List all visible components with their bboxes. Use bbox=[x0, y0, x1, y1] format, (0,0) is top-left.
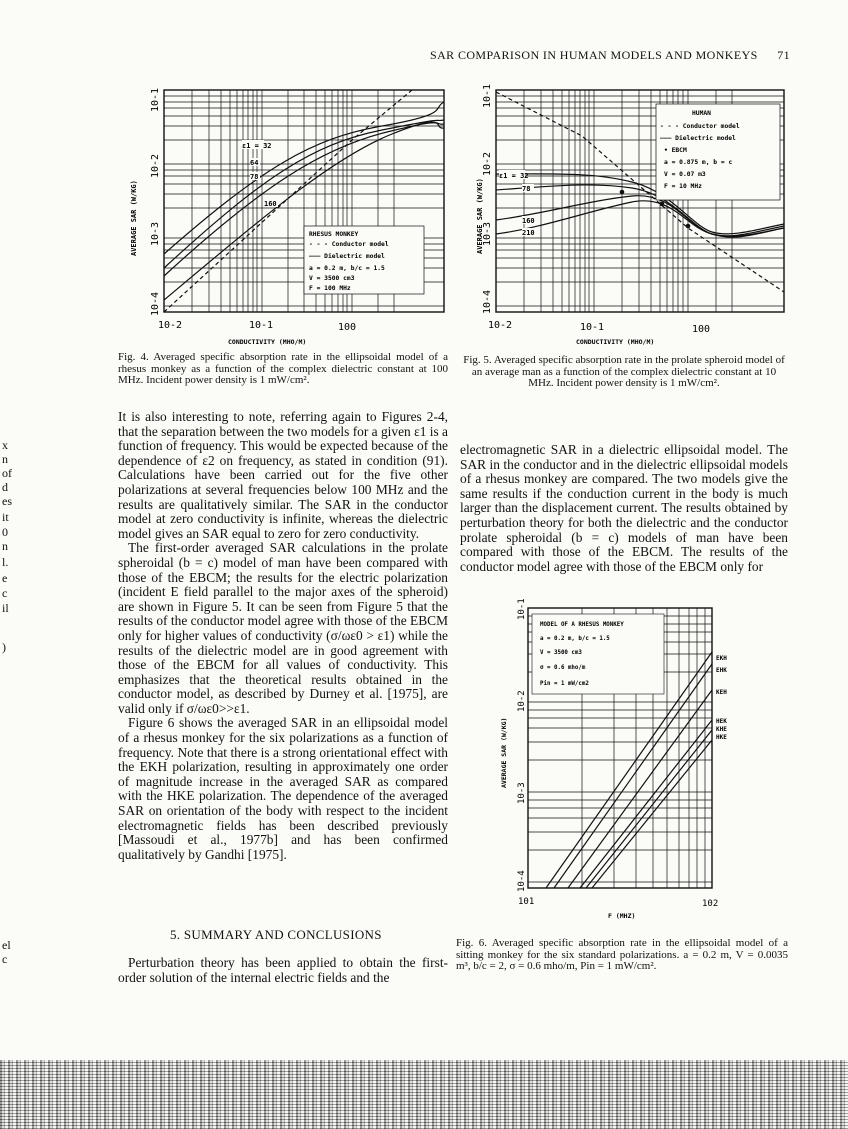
fig5-curve-label: ε1 = 32 bbox=[499, 172, 529, 180]
fig4-x-tick: 100 bbox=[338, 322, 357, 333]
fig6-x-axis-label: F (MHZ) bbox=[608, 912, 636, 920]
edge-fragment: ) bbox=[2, 640, 6, 654]
fig5-ebcm-point bbox=[620, 190, 625, 195]
fig6-caption bbox=[456, 938, 788, 973]
fig6-line-label: HKE bbox=[716, 734, 727, 741]
edge-fragment: d bbox=[2, 480, 8, 494]
edge-fragment: l. bbox=[2, 555, 9, 569]
fig6-line-ehk bbox=[554, 664, 712, 888]
fig5-legend-params: a = 0.875 m, b = c bbox=[664, 159, 733, 166]
fig6-legend-volume: V = 3500 cm3 bbox=[540, 650, 582, 656]
fig5-curve-label: 210 bbox=[522, 229, 535, 237]
fig6-x-tick: 101 bbox=[518, 897, 535, 907]
fig5-caption-label: Fig. 5. bbox=[463, 354, 492, 366]
fig4-legend-title: RHESUS MONKEY bbox=[309, 231, 359, 238]
running-title: SAR COMPARISON IN HUMAN MODELS AND MONKEYS bbox=[430, 48, 758, 62]
fig5-ebcm-point bbox=[686, 224, 691, 229]
fig5-curve-label: 78 bbox=[522, 185, 531, 193]
fig6-line-label: HEK bbox=[716, 718, 727, 725]
fig4-curve-label: 78 bbox=[250, 173, 259, 181]
edge-fragment: x bbox=[2, 438, 8, 452]
fig5-x-tick: 10-1 bbox=[580, 322, 605, 333]
fig6-legend-params: a = 0.2 m, b/c = 1.5 bbox=[540, 636, 610, 642]
fig5-legend-title: HUMAN bbox=[692, 110, 711, 117]
fig4-legend-conductor: - - - Conductor model bbox=[309, 241, 389, 248]
fig4-legend-volume: V = 3500 cm3 bbox=[309, 275, 355, 282]
fig4-legend-dielectric: ——— Dielectric model bbox=[309, 253, 385, 260]
fig5-x-tick: 10-2 bbox=[488, 320, 513, 331]
left-paragraph-3: Figure 6 shows the averaged SAR in an ellipsoidal model of a rhesus monkey for the six polarizations as a function of frequency. Note that there is a strong orientational effect with the EKH polarization, resulting in approximately one order of magnitude increase in the averaged SAR as compared with the HKE polarization. The dependence of the averaged SAR on orientation of the body with respect to the incident electromagnetic fields has been described previously [Massoudi et al., 1977b] and has been confirmed qualitatively by Gandhi [1975]. bbox=[118, 715, 448, 862]
fig6-line-keh bbox=[568, 690, 712, 888]
fig4-y-tick: 10-4 bbox=[150, 291, 161, 316]
fig6-y-tick: 10-1 bbox=[517, 598, 527, 620]
fig4-legend-frequency: F = 100 MHz bbox=[309, 285, 351, 292]
fig5-ebcm-point bbox=[660, 202, 665, 207]
fig4-x-tick: 10-1 bbox=[249, 320, 274, 331]
fig4-curve-label: 64 bbox=[250, 159, 259, 167]
fig6-legend-conductivity: σ = 0.6 mho/m bbox=[540, 665, 586, 671]
figure-4 bbox=[112, 78, 462, 350]
left-paragraph-1: It is also interesting to note, referring again to Figures 2-4, that the separation between the two models for a given ε1 is a function of frequency. This would be expected because of the dependence of ε2 on frequency, as stated in condition (91). Calculations have been carried out for the five other polarizations at several frequencies below 100 MHz and the results are qualitatively similar. The SAR in the conductor model at zero conductivity is infinite, whereas the dielectric model gives an SAR equal to zero for zero conductivity. bbox=[118, 409, 448, 541]
fig5-legend-conductor: - - - Conductor model bbox=[660, 123, 740, 130]
figure-5 bbox=[462, 78, 802, 350]
fig5-legend bbox=[656, 104, 780, 200]
fig4-curve-labels bbox=[242, 140, 278, 208]
fig4-legend-params: a = 0.2 m, b/c = 1.5 bbox=[309, 265, 385, 272]
running-header bbox=[430, 48, 810, 63]
fig6-line-label: EHK bbox=[716, 667, 727, 674]
fig5-legend-dielectric: ——— Dielectric model bbox=[660, 135, 736, 142]
figure-6 bbox=[488, 592, 768, 922]
edge-fragment: e bbox=[2, 571, 8, 585]
scan-noise-overlay bbox=[0, 1060, 848, 1129]
edge-fragment: it bbox=[2, 510, 9, 524]
fig4-curve-label: 160 bbox=[264, 200, 277, 208]
fig4-caption bbox=[118, 352, 448, 387]
fig6-legend-title: MODEL OF A RHESUS MONKEY bbox=[540, 622, 624, 628]
edge-fragment: c bbox=[2, 586, 8, 600]
fig4-x-tick: 10-2 bbox=[158, 320, 183, 331]
left-paragraph-4: Perturbation theory has been applied to obtain the first-order solution of the internal electric fields and the bbox=[118, 955, 448, 985]
fig4-y-tick: 10-2 bbox=[150, 153, 161, 178]
fig5-legend-frequency: F = 10 MHz bbox=[664, 183, 702, 190]
left-paragraph-2: The first-order averaged SAR calculations in the prolate spheroidal (b = c) model of man have been compared with those of the EBCM; the results for the electric polarization (incident E field parallel to the major axes of the spheroid) are shown in Figure 5. It can be seen from Figure 5 that the results of the conductor model agree with those of the EBCM only for higher values of conductivity (σ/ωε0 > ε1) while the results of the dielectric model are in good agreement with those of the EBCM for all values of conductivity. This emphasizes that the theoretical results obtained in the conductor model, as described by Durney et al. [1975], are valid only if σ/ωε0>>ε1. bbox=[118, 540, 448, 716]
fig5-y-tick: 10-1 bbox=[482, 83, 493, 108]
fig5-legend-ebcm: • EBCM bbox=[664, 147, 687, 154]
left-paragraph-4-container bbox=[118, 956, 448, 985]
right-paragraph-1: electromagnetic SAR in a dielectric ellipsoidal model. The SAR in the conductor and in the dielectric ellipsoidal models of a rhesus monkey are compared. The two models give the same results if the conduction current in the body is much larger than the displacement current. The results obtained by perturbation theory for both the dielectric and the conductor prolate spheroidal (b = c) models of man have been compared with those of the EBCM. The results of the conductor model agree with those of the EBCM only for bbox=[460, 442, 788, 574]
edge-fragment: n bbox=[2, 452, 8, 466]
page-number: 71 bbox=[777, 48, 790, 62]
fig5-y-tick: 10-4 bbox=[482, 289, 493, 314]
fig5-legend-volume: V = 0.07 m3 bbox=[664, 171, 706, 178]
fig6-caption-label: Fig. 6. bbox=[456, 937, 487, 949]
fig6-line-label: KHE bbox=[716, 726, 727, 733]
fig5-dielectric-curve-210 bbox=[496, 201, 784, 236]
fig6-legend-power: Pin = 1 mW/cm2 bbox=[540, 681, 589, 687]
fig6-line-labels bbox=[716, 655, 727, 741]
section-heading: 5. SUMMARY AND CONCLUSIONS bbox=[170, 927, 382, 942]
left-column bbox=[118, 410, 448, 862]
fig6-line-label: EKH bbox=[716, 655, 727, 662]
edge-fragment: n bbox=[2, 539, 8, 553]
edge-fragment: el bbox=[2, 938, 11, 952]
fig4-curve-label: ε1 = 32 bbox=[242, 142, 272, 150]
fig6-y-axis-label: AVERAGE SAR (W/KG) bbox=[500, 717, 508, 788]
fig4-caption-label: Fig. 4. bbox=[118, 351, 149, 363]
fig4-y-axis-label: AVERAGE SAR (W/KG) bbox=[130, 180, 138, 256]
fig4-y-tick: 10-3 bbox=[150, 221, 161, 246]
fig6-line-hke bbox=[592, 740, 712, 888]
fig5-y-tick: 10-2 bbox=[482, 151, 493, 176]
fig5-dielectric-curve-160 bbox=[496, 196, 784, 237]
fig5-y-axis-label: AVERAGE SAR (W/KG) bbox=[476, 178, 484, 254]
fig5-x-axis-label: CONDUCTIVITY (MHO/M) bbox=[576, 338, 655, 346]
edge-fragment: il bbox=[2, 601, 9, 615]
fig5-y-tick: 10-3 bbox=[482, 221, 493, 246]
edge-fragment: of bbox=[2, 466, 12, 480]
edge-fragment: 0 bbox=[2, 525, 8, 539]
fig5-curve-label: 160 bbox=[522, 217, 535, 225]
fig6-line-label: KEH bbox=[716, 689, 727, 696]
fig6-y-tick: 10-2 bbox=[517, 690, 527, 712]
fig5-caption bbox=[460, 355, 788, 390]
fig4-caption-text: Averaged specific absorption rate in the ellipsoidal model of a rhesus monkey as a function of the complex dielectric constant at 100 MHz. Incident power density is 1 mW/cm². bbox=[118, 351, 448, 386]
edge-fragment: c bbox=[2, 952, 8, 966]
fig4-x-axis-label: CONDUCTIVITY (MHO/M) bbox=[228, 338, 307, 346]
right-column bbox=[460, 443, 788, 574]
fig6-x-tick: 102 bbox=[702, 899, 719, 909]
fig4-legend bbox=[304, 226, 424, 294]
edge-fragment: es bbox=[2, 494, 12, 508]
fig6-legend bbox=[532, 614, 664, 694]
fig6-y-tick: 10-4 bbox=[517, 870, 527, 892]
fig6-caption-text: Averaged specific absorption rate in the ellipsoidal model of a sitting monkey for the six standard polarizations. a = 0.2 m, V = 0.0035 m³, b/c = 2, σ = 0.6 mho/m, Pin = 1 mW/cm². bbox=[456, 937, 788, 972]
fig5-caption-text: Averaged specific absorption rate in the prolate spheroid model of an average man as a function of the complex dielectric constant at 10 MHz. Incident power density is 1 mW/cm². bbox=[471, 354, 785, 389]
fig4-y-tick: 10-1 bbox=[150, 87, 161, 112]
fig5-x-tick: 100 bbox=[692, 324, 711, 335]
fig6-y-tick: 10-3 bbox=[517, 782, 527, 804]
